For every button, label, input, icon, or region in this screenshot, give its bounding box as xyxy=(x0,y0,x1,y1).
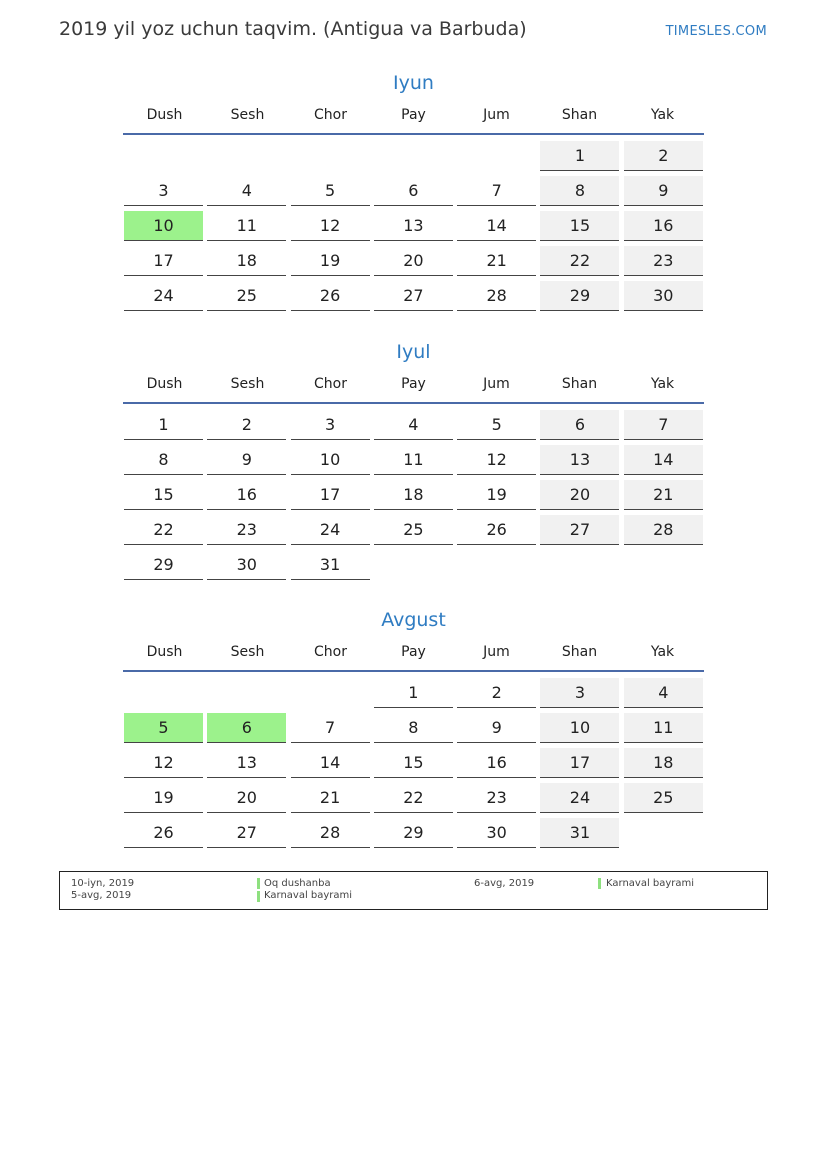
weekend-day-cell: 7 xyxy=(624,410,703,440)
weekday-label: Sesh xyxy=(230,107,265,123)
day-cell: 9 xyxy=(207,445,286,475)
day-cell: 26 xyxy=(291,281,370,311)
weekend-day-cell: 16 xyxy=(624,211,703,241)
holiday-day-cell: 10 xyxy=(124,211,203,241)
day-cell: 16 xyxy=(457,748,536,778)
day-cell: 14 xyxy=(291,748,370,778)
day-cell: 12 xyxy=(291,211,370,241)
day-cell: 9 xyxy=(457,713,536,743)
day-cell: 23 xyxy=(207,515,286,545)
day-cell: 15 xyxy=(374,748,453,778)
day-cell: 2 xyxy=(457,678,536,708)
weekend-day-cell: 24 xyxy=(540,783,619,813)
day-grid xyxy=(124,678,703,848)
day-cell: 18 xyxy=(207,246,286,276)
day-cell: 26 xyxy=(124,818,203,848)
day-cell: 28 xyxy=(457,281,536,311)
empty-day-cell xyxy=(291,141,370,171)
day-cell: 26 xyxy=(457,515,536,545)
legend-name: Oq dushanba xyxy=(264,878,331,889)
weekday-label: Jum xyxy=(483,107,510,123)
day-cell: 20 xyxy=(207,783,286,813)
weekend-day-cell: 9 xyxy=(624,176,703,206)
weekday-header xyxy=(123,97,704,135)
day-cell: 1 xyxy=(374,678,453,708)
day-cell: 19 xyxy=(291,246,370,276)
empty-day-cell xyxy=(291,678,370,708)
day-cell: 7 xyxy=(291,713,370,743)
weekday-label: Shan xyxy=(561,644,598,660)
day-cell: 19 xyxy=(457,480,536,510)
day-cell: 3 xyxy=(124,176,203,206)
day-cell: 27 xyxy=(207,818,286,848)
day-grid xyxy=(124,410,703,580)
weekend-day-cell: 20 xyxy=(540,480,619,510)
legend-name: Karnaval bayrami xyxy=(264,890,353,901)
empty-day-cell xyxy=(124,141,203,171)
day-cell: 5 xyxy=(457,410,536,440)
weekend-day-cell: 31 xyxy=(540,818,619,848)
holiday-marker xyxy=(257,891,260,902)
day-cell: 13 xyxy=(207,748,286,778)
legend-date: 5-avg, 2019 xyxy=(71,890,132,901)
weekday-label: Dush xyxy=(146,107,183,123)
weekend-day-cell: 4 xyxy=(624,678,703,708)
weekday-label: Dush xyxy=(146,376,183,392)
weekday-label: Pay xyxy=(401,107,426,123)
day-cell: 29 xyxy=(124,550,203,580)
weekday-label: Chor xyxy=(314,644,347,660)
weekday-label: Dush xyxy=(146,644,183,660)
day-cell: 25 xyxy=(207,281,286,311)
day-cell: 12 xyxy=(124,748,203,778)
weekday-label: Jum xyxy=(483,376,510,392)
weekend-day-cell: 10 xyxy=(540,713,619,743)
day-cell: 15 xyxy=(124,480,203,510)
weekend-day-cell: 13 xyxy=(540,445,619,475)
holiday-marker xyxy=(598,878,601,889)
holiday-day-cell: 6 xyxy=(207,713,286,743)
month-august xyxy=(124,606,703,848)
day-cell: 8 xyxy=(374,713,453,743)
weekend-day-cell: 22 xyxy=(540,246,619,276)
weekday-header xyxy=(123,366,704,404)
empty-day-cell xyxy=(374,141,453,171)
month-june xyxy=(124,69,703,311)
site-link[interactable]: TIMESLES.COM xyxy=(665,24,767,39)
empty-day-cell xyxy=(207,141,286,171)
day-cell: 4 xyxy=(207,176,286,206)
day-cell: 27 xyxy=(374,281,453,311)
day-cell: 24 xyxy=(124,281,203,311)
day-cell: 21 xyxy=(457,246,536,276)
weekday-header xyxy=(123,634,704,672)
holiday-legend xyxy=(59,871,768,910)
day-cell: 14 xyxy=(457,211,536,241)
weekday-label: Sesh xyxy=(230,644,265,660)
weekend-day-cell: 3 xyxy=(540,678,619,708)
weekend-day-cell: 6 xyxy=(540,410,619,440)
empty-day-cell xyxy=(124,678,203,708)
month-title: Iyun xyxy=(393,72,434,94)
day-cell: 20 xyxy=(374,246,453,276)
legend-date: 10-iyn, 2019 xyxy=(71,878,135,889)
weekend-day-cell: 18 xyxy=(624,748,703,778)
day-cell: 29 xyxy=(374,818,453,848)
day-cell: 1 xyxy=(124,410,203,440)
weekday-label: Shan xyxy=(561,107,598,123)
day-cell: 21 xyxy=(291,783,370,813)
month-title: Avgust xyxy=(381,609,446,631)
day-grid xyxy=(124,141,703,311)
day-cell: 4 xyxy=(374,410,453,440)
day-cell: 16 xyxy=(207,480,286,510)
weekend-day-cell: 2 xyxy=(624,141,703,171)
day-cell: 11 xyxy=(374,445,453,475)
legend-name: Karnaval bayrami xyxy=(606,878,695,889)
day-cell: 30 xyxy=(207,550,286,580)
weekday-label: Sesh xyxy=(230,376,265,392)
day-cell: 12 xyxy=(457,445,536,475)
day-cell: 18 xyxy=(374,480,453,510)
day-cell: 5 xyxy=(291,176,370,206)
weekend-day-cell: 14 xyxy=(624,445,703,475)
weekday-label: Yak xyxy=(650,376,675,392)
day-cell: 28 xyxy=(291,818,370,848)
day-cell: 30 xyxy=(457,818,536,848)
empty-day-cell xyxy=(207,678,286,708)
day-cell: 6 xyxy=(374,176,453,206)
day-cell: 22 xyxy=(374,783,453,813)
day-cell: 17 xyxy=(291,480,370,510)
day-cell: 3 xyxy=(291,410,370,440)
month-july xyxy=(124,338,703,580)
weekend-day-cell: 15 xyxy=(540,211,619,241)
weekday-label: Yak xyxy=(650,107,675,123)
weekend-day-cell: 11 xyxy=(624,713,703,743)
day-cell: 17 xyxy=(124,246,203,276)
day-cell: 22 xyxy=(124,515,203,545)
day-cell: 24 xyxy=(291,515,370,545)
weekday-label: Shan xyxy=(561,376,598,392)
empty-day-cell xyxy=(457,141,536,171)
weekend-day-cell: 23 xyxy=(624,246,703,276)
weekend-day-cell: 1 xyxy=(540,141,619,171)
day-cell: 13 xyxy=(374,211,453,241)
day-cell: 25 xyxy=(374,515,453,545)
weekend-day-cell: 8 xyxy=(540,176,619,206)
day-cell: 11 xyxy=(207,211,286,241)
holiday-day-cell: 5 xyxy=(124,713,203,743)
holiday-marker xyxy=(257,878,260,889)
weekend-day-cell: 17 xyxy=(540,748,619,778)
month-title: Iyul xyxy=(396,341,431,363)
day-cell: 23 xyxy=(457,783,536,813)
weekday-label: Pay xyxy=(401,644,426,660)
page-title: 2019 yil yoz uchun taqvim. (Antigua va Barbuda) xyxy=(59,18,527,40)
day-cell: 10 xyxy=(291,445,370,475)
weekday-label: Jum xyxy=(483,644,510,660)
weekday-label: Chor xyxy=(314,376,347,392)
day-cell: 2 xyxy=(207,410,286,440)
day-cell: 8 xyxy=(124,445,203,475)
day-cell: 19 xyxy=(124,783,203,813)
weekend-day-cell: 29 xyxy=(540,281,619,311)
weekend-day-cell: 21 xyxy=(624,480,703,510)
weekday-label: Chor xyxy=(314,107,347,123)
weekend-day-cell: 28 xyxy=(624,515,703,545)
day-cell: 31 xyxy=(291,550,370,580)
weekend-day-cell: 27 xyxy=(540,515,619,545)
weekend-day-cell: 30 xyxy=(624,281,703,311)
weekday-label: Pay xyxy=(401,376,426,392)
weekday-label: Yak xyxy=(650,644,675,660)
day-cell: 7 xyxy=(457,176,536,206)
weekend-day-cell: 25 xyxy=(624,783,703,813)
legend-date: 6-avg, 2019 xyxy=(474,878,535,889)
